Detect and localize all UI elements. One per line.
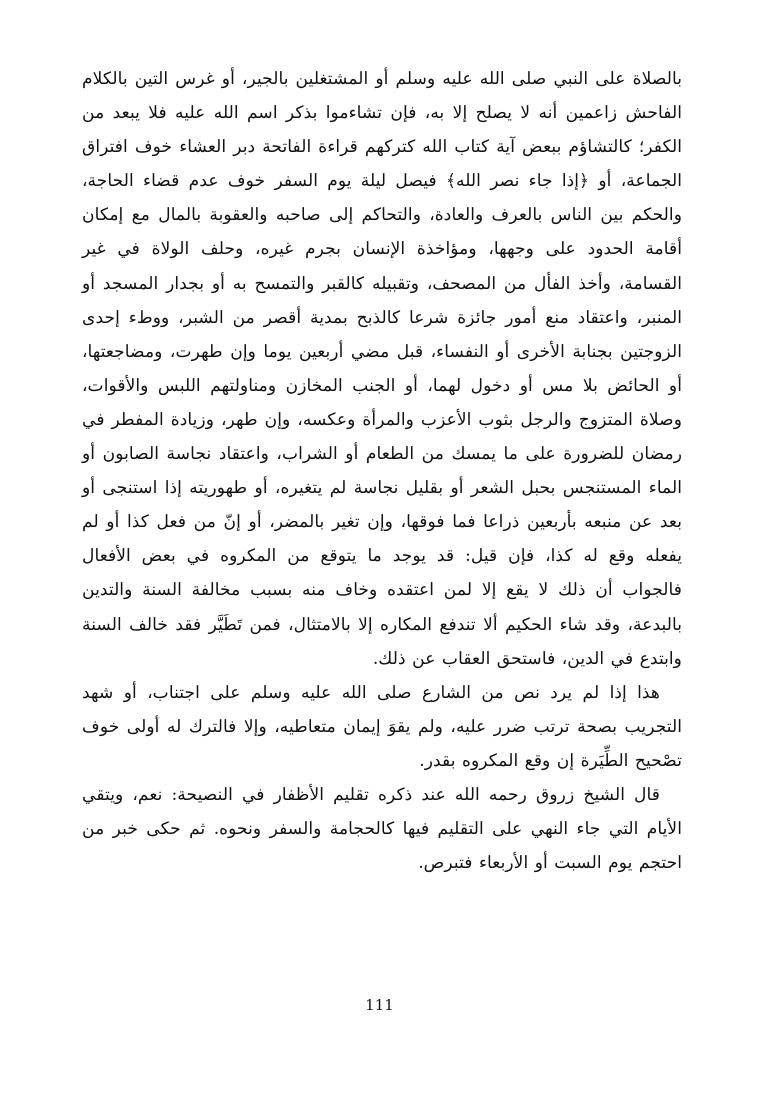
paragraph-exception: هذا إذا لم يرد نص من الشارع صلى الله عليه وسلم على اجتناب، أو شهد التجريب بصحة ترتب ضرر عليه، ولم يقوَ إيمان متعاطيه، وإلا فالترك له أولى خوف تصْحيح الطِّيَرة إن وقع المكروه بقدر.	[82, 682, 682, 771]
paragraph-quote-zarruq: قال الشيخ زروق رحمه الله عند ذكره تقليم الأظفار في النصيحة: نعم، ويتقي الأيام التي جاء النهي على التقليم فيها كالحجامة والسفر ونحوه. ثم حكى خبر من احتجم يوم السبت أو الأربعاء فتبرص.	[82, 784, 682, 874]
page-number: 111	[365, 996, 394, 1014]
body-text	[82, 62, 682, 880]
paragraph-continuation: بالصلاة على النبي صلى الله عليه وسلم أو المشتغلين بالجير، أو غرس التين بالكلام الفاحش زاعمين أنه لا يصلح إلا به، فإن تشاءموا بذكر اسم الله عليه فلا يبعد من الكفر؛ كالتشاؤم ببعض آية كتاب الله كتركهم قراءة الفاتحة دبر العشاء خوف افتراق الجماعة، أو ﴿إذا جاء نصر الله﴾ فيصل ليلة يوم السفر خوف عدم قضاء الحاجة، والحكم بين الناس بالعرف والعادة، والتحاكم إلى صاحبه والعقوبة بالمال مع إمكان أقامة الحدود على وجهها، ومؤاخذة الإنسان بجرم غيره، وحلف الولاة في غير القسامة، وأخذ الفأل من المصحف، وتقبيله كالقبر والتمسح به أو بجدار المسجد أو المنبر، واعتقاد منع أمور جائزة شرعا كالذبح بمدية أقصر من الشبر، ووطء إحدى الزوجتين بجنابة الأخرى أو النفساء، قبل مضي أربعين يوما وإن طهرت، ومضاجعتها، أو الحائض بلا مس أو دخول لهما، أو الجنب المخازن ومناولتهم اللبس والأقوات، وصلاة المتزوج والرجل بثوب الأعزب والمرأة وعكسه، وإن طهر، وزيادة المفطر في رمضان للضرورة على ما يمسك من الطعام أو الشراب، واعتقاد نجاسة الصابون أو الماء المستنجس بحبل الشعر أو بقليل نجاسة لم يتغيره، أو طهوريته إذا استنجى أو بعد عن منبعه بأربعين ذراعا فما فوقها، وإن تغير بالمضر، أو إنّ من فعل كذا أو لم يفعله وقع له كذا، فإن قيل: قد يوجد ما يتوقع من المكروه في بعض الأفعال فالجواب أن ذلك لا يقع إلا لمن اعتقده وخاف منه بسبب مخالفة السنة والتدين بالبدعة، وقد شاء الحكيم ألا تندفع المكاره إلا بالامتثال، فمن تَطَيَّر فقد خالف السنة وابتدع في الدين، فاستحق العقاب عن ذلك.	[82, 69, 682, 669]
